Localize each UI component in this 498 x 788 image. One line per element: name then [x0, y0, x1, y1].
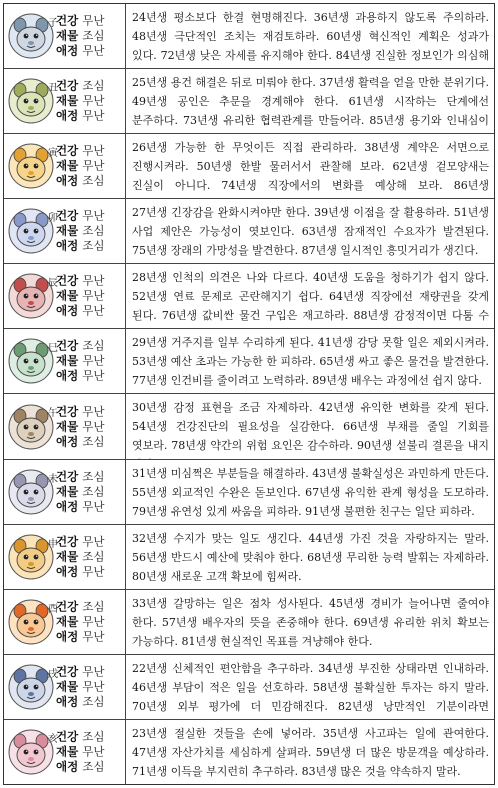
- health-label: 건강: [56, 599, 79, 614]
- fortune-text: 32년생 수지가 맞는 일도 생긴다. 44년생 가진 것을 자랑하지는 말라. 56년생 반드시 예산에 맞춰야 한다. 68년생 무리한 능력 발휘는 자제하라. 80년생 새로운 고객 확보에 힘써라.: [132, 531, 489, 583]
- zodiac-hanja: 申: [48, 538, 58, 550]
- table-row: [4, 655, 494, 720]
- health-label: 건강: [56, 338, 79, 353]
- wealth-value: 무난: [82, 158, 105, 173]
- wealth-label: 재물: [56, 223, 79, 238]
- wealth-label: 재물: [56, 158, 79, 173]
- table-row: [4, 329, 494, 394]
- table-row: [4, 720, 494, 784]
- fortune-stats: [56, 729, 104, 774]
- fortune-stats: [56, 14, 104, 59]
- love-value: 무난: [82, 108, 105, 123]
- health-value: 조심: [82, 729, 105, 744]
- zodiac-hanja: 午: [48, 408, 58, 420]
- fortune-text: 31년생 미심쩍은 부분들을 해결하라. 43년생 불확실성은 과민하게 만든다. 55년생 외교적인 수완은 돋보인다. 67년생 유익한 관계 형성을 도모하라. 79년생 유연성 있게 싸움을 피하라. 91년생 불편한 친구는 일단 피하라.: [132, 466, 489, 518]
- love-value: 조심: [82, 434, 105, 448]
- health-label: 건강: [56, 534, 79, 549]
- zodiac-cell: [4, 394, 126, 458]
- zodiac-cell: [4, 329, 126, 393]
- love-label: 애정: [56, 238, 79, 253]
- fortune-text: 22년생 신체적인 편안함을 추구하라. 34년생 부진한 상태라면 인내하라. 46년생 부담이 적은 일을 선호하라. 58년생 불확실한 투자는 하지 말라. 70년생 외부 평가에 더 민감해진다. 82년생 낭만적인 기분이라면: [132, 661, 489, 713]
- fortune-stats: [56, 274, 104, 319]
- fortune-text: 26년생 가능한 한 무엇이든 직접 관리하라. 38년생 계약은 서면으로 진행시켜라. 50년생 한발 물러서서 관찰해 보라. 62년생 겉모양새는 진실이 아니다. 74년생 직장에서의 변화를 예상해 보라. 86년생: [132, 141, 489, 193]
- zodiac-hanja: 卯: [48, 213, 58, 225]
- love-label: 애정: [56, 499, 79, 514]
- zodiac-hanja: 亥: [48, 733, 58, 745]
- wealth-label: 재물: [56, 419, 79, 433]
- table-row: [4, 199, 494, 264]
- health-label: 건강: [56, 13, 79, 28]
- zodiac-cell: [4, 720, 126, 784]
- wealth-value: 조심: [82, 484, 105, 499]
- love-value: 조심: [82, 759, 105, 774]
- table-row: [4, 69, 494, 134]
- zodiac-hanja: 寅: [48, 148, 58, 160]
- zodiac-cell: [4, 264, 126, 328]
- wealth-label: 재물: [56, 484, 79, 499]
- wealth-value: 무난: [82, 93, 105, 108]
- table-row: [4, 590, 494, 655]
- health-value: 무난: [82, 534, 105, 549]
- love-value: 조심: [82, 173, 105, 188]
- love-value: 무난: [82, 564, 105, 579]
- fortune-stats: [56, 79, 104, 124]
- health-value: 무난: [82, 143, 105, 158]
- wealth-value: 무난: [82, 614, 105, 629]
- wealth-value: 무난: [82, 419, 105, 433]
- love-label: 애정: [56, 303, 79, 318]
- table-row: [4, 460, 494, 525]
- wealth-value: 조심: [82, 28, 105, 43]
- love-value: 무난: [82, 43, 105, 58]
- health-label: 건강: [56, 469, 79, 484]
- love-label: 애정: [56, 759, 79, 774]
- health-value: 조심: [82, 78, 105, 93]
- love-value: 무난: [82, 629, 105, 644]
- fortune-text: 23년생 절실한 것들을 손에 넣어라. 35년생 사고파는 일에 관여한다. 47년생 자산가치를 세심하게 살펴라. 59년생 더 많은 방문객을 예상하라. 71년생 이득을 부지런히 추구하라. 83년생 많은 것을 약속하지 말라.: [132, 726, 489, 778]
- wealth-value: 무난: [82, 288, 105, 303]
- fortune-text: 24년생 평소보다 한결 현명해진다. 36년생 과용하지 않도록 주의하라. 48년생 극단적인 조치는 재검토하라. 60년생 혁신적인 계획은 성과가 있다. 72년생 낮은 자세를 유지해야 한다. 84년생 진실한 정보인가 의심해: [132, 11, 489, 62]
- love-label: 애정: [56, 43, 79, 58]
- health-label: 건강: [56, 404, 79, 418]
- health-value: 조심: [82, 338, 105, 353]
- love-value: 조심: [82, 238, 105, 253]
- fortune-text: 33년생 갈망하는 일은 점차 성사된다. 45년생 경비가 늘어나면 줄여야 한다. 57년생 배우자의 뜻을 존중해야 한다. 69년생 유리한 위치 확보는 가능하다. 81년생 현실적인 목표를 겨냥해야 한다.: [132, 596, 489, 648]
- zodiac-hanja: 辰: [48, 278, 58, 290]
- love-label: 애정: [56, 629, 79, 644]
- wealth-label: 재물: [56, 353, 79, 368]
- fortune-stats: [56, 664, 104, 709]
- love-value: 무난: [82, 303, 105, 318]
- love-value: 조심: [82, 694, 105, 709]
- fortune-text: 27년생 긴장감을 완화시켜야만 한다. 39년생 이점을 잘 활용하라. 51년생 사업 제안은 가능성이 엿보인다. 63년생 잠재적인 수요자가 발견된다. 75년생 장래의 가망성을 발견한다. 87년생 일시적인 흥밋거리가 생긴다.: [132, 206, 489, 258]
- health-value: 무난: [82, 404, 105, 418]
- zodiac-cell: [4, 4, 126, 68]
- fortune-table: [3, 3, 495, 785]
- wealth-label: 재물: [56, 549, 79, 564]
- zodiac-cell: [4, 590, 126, 654]
- zodiac-hanja: 戌: [48, 668, 58, 680]
- zodiac-cell: [4, 69, 126, 133]
- love-label: 애정: [56, 368, 79, 383]
- table-row: [4, 4, 494, 69]
- fortune-text: 25년생 용건 해결은 뒤로 미뤄야 한다. 37년생 활력을 얻을 만한 분위기다. 49년생 공인은 추문을 경계해야 한다. 61년생 시작하는 단계에선 분주하다. 73년생 유리한 협력관계를 만들어라. 85년생 용기와 인내심이: [132, 76, 489, 128]
- health-label: 건강: [56, 729, 79, 744]
- wealth-value: 무난: [82, 679, 105, 694]
- zodiac-cell: [4, 655, 126, 719]
- health-value: 무난: [82, 13, 105, 28]
- love-label: 애정: [56, 564, 79, 579]
- fortune-stats: [56, 144, 104, 189]
- zodiac-hanja: 未: [48, 473, 58, 485]
- wealth-label: 재물: [56, 744, 79, 759]
- wealth-value: 무난: [82, 744, 105, 759]
- table-row: [4, 264, 494, 329]
- love-value: 무난: [82, 499, 105, 514]
- fortune-stats: [56, 404, 104, 449]
- zodiac-cell: [4, 460, 126, 524]
- love-label: 애정: [56, 434, 79, 448]
- fortune-text: 28년생 인척의 의견은 나와 다르다. 40년생 도움을 청하기가 쉽지 않다. 52년생 연료 문제로 곤란해지기 쉽다. 64년생 직장에선 재량권을 갖게 된다. 76년생 값비싼 물건 구입은 재고하라. 88년생 감정적이면 다툼 수: [132, 271, 489, 323]
- wealth-label: 재물: [56, 28, 79, 43]
- table-row: [4, 394, 494, 459]
- fortune-text: 30년생 감정 표현을 조금 자제하라. 42년생 유익한 변화를 갖게 된다. 54년생 건강진단의 필요성을 실감한다. 66년생 부채를 줄일 기회를 엿보라. 78년생 약간의 위험 요인은 감수하라. 90년생 섣불리 결론을 내지: [132, 401, 489, 453]
- health-value: 조심: [82, 599, 105, 614]
- love-label: 애정: [56, 173, 79, 188]
- health-label: 건강: [56, 143, 79, 158]
- zodiac-hanja: 酉: [48, 603, 58, 615]
- wealth-label: 재물: [56, 93, 79, 108]
- zodiac-hanja: 巳: [48, 343, 58, 355]
- fortune-stats: [56, 339, 104, 384]
- health-value: 무난: [82, 208, 105, 223]
- wealth-value: 조심: [82, 549, 105, 564]
- wealth-value: 무난: [82, 353, 105, 368]
- zodiac-hanja: 丑: [48, 83, 58, 95]
- wealth-label: 재물: [56, 288, 79, 303]
- wealth-label: 재물: [56, 614, 79, 629]
- wealth-label: 재물: [56, 679, 79, 694]
- love-value: 무난: [82, 368, 105, 383]
- fortune-stats: [56, 209, 104, 254]
- love-label: 애정: [56, 694, 79, 709]
- fortune-stats: [56, 599, 104, 644]
- health-label: 건강: [56, 664, 79, 679]
- zodiac-hanja: 子: [48, 18, 58, 29]
- health-label: 건강: [56, 78, 79, 93]
- zodiac-cell: [4, 525, 126, 589]
- zodiac-cell: [4, 199, 126, 263]
- fortune-stats: [56, 534, 104, 579]
- fortune-text: 29년생 거주지를 일부 수리하게 된다. 41년생 감당 못할 일은 제외시켜라. 53년생 예산 초과는 가능한 한 피하라. 65년생 싸고 좋은 물건을 발견한다. 77년생 인건비를 줄이려고 노력하라. 89년생 배우는 과정에선 쉽지 않다.: [132, 336, 489, 388]
- zodiac-cell: [4, 134, 126, 198]
- table-row: [4, 134, 494, 199]
- fortune-stats: [56, 469, 104, 514]
- love-label: 애정: [56, 108, 79, 123]
- health-value: 조심: [82, 469, 105, 484]
- wealth-value: 조심: [82, 223, 105, 238]
- health-label: 건강: [56, 208, 79, 223]
- health-value: 무난: [82, 273, 105, 288]
- table-row: [4, 525, 494, 590]
- health-value: 무난: [82, 664, 105, 679]
- health-label: 건강: [56, 273, 79, 288]
